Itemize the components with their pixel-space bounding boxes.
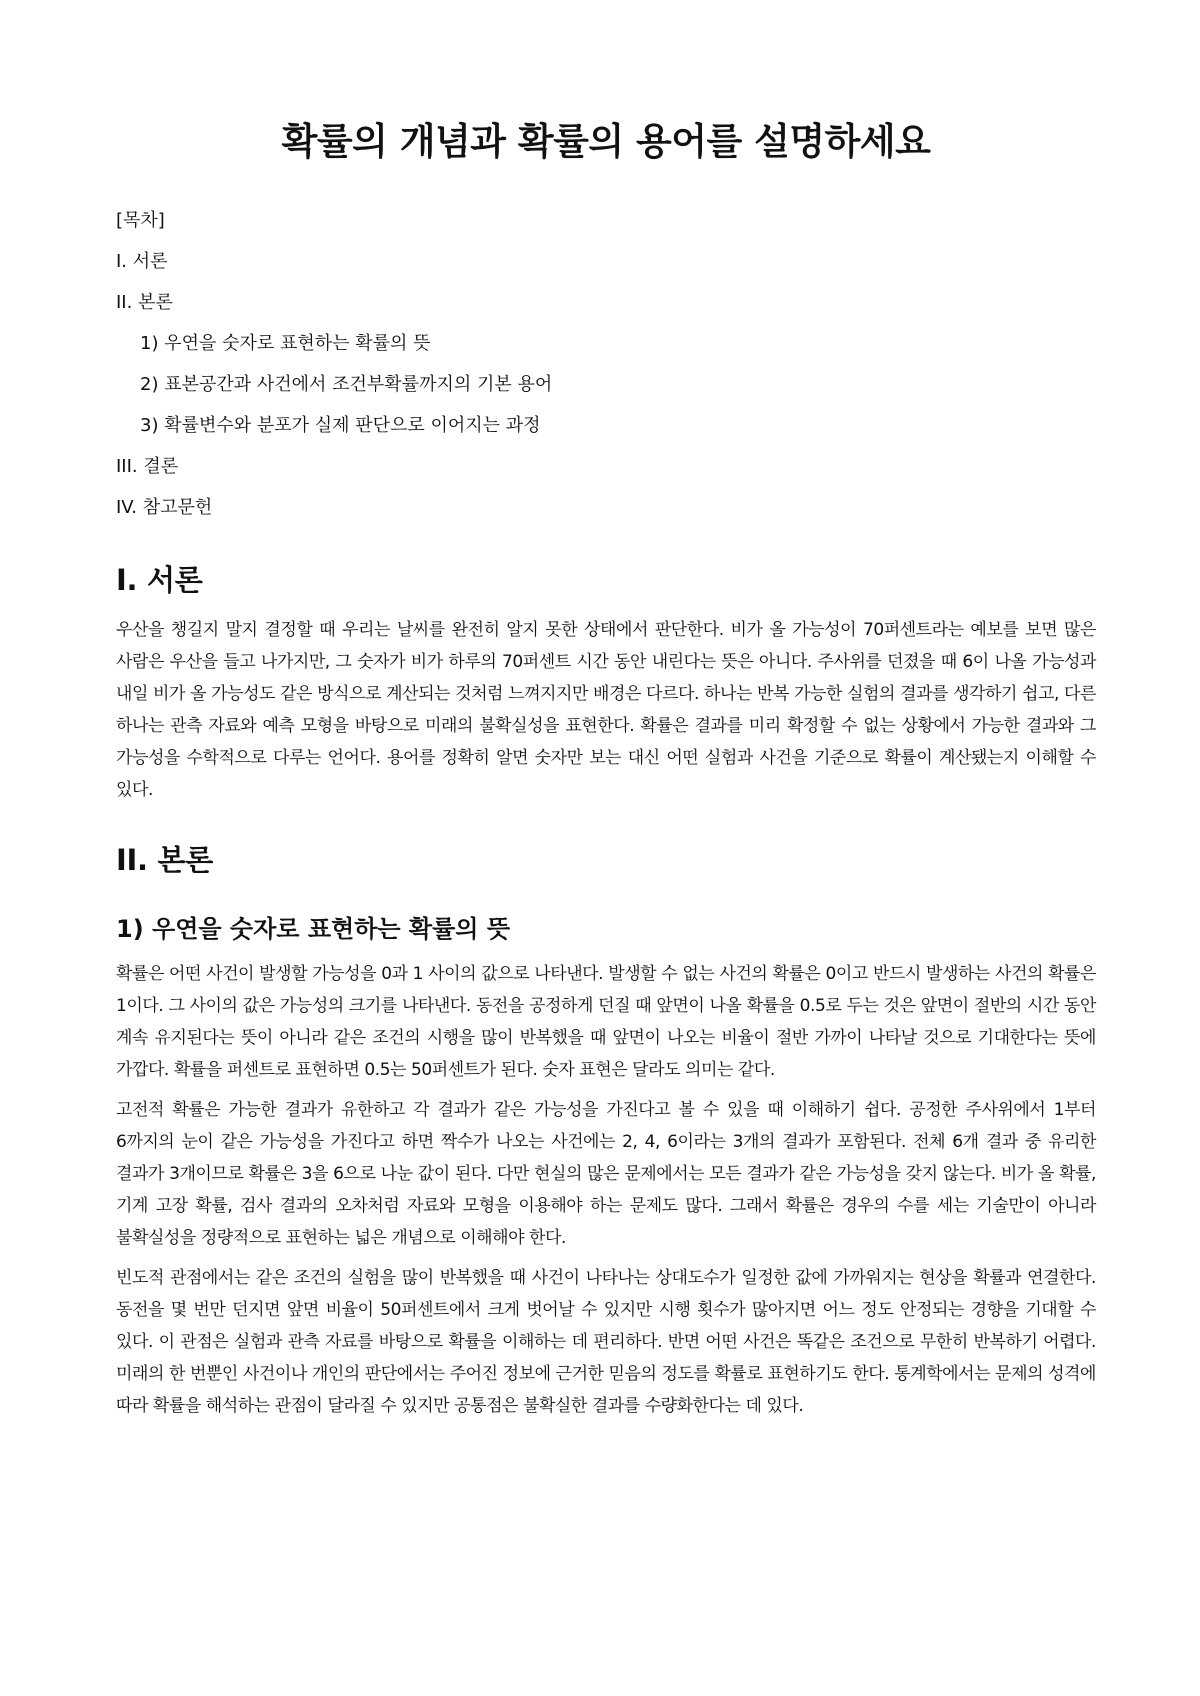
body-subsection-1 — [116, 912, 1096, 1422]
subsection-1-paragraph-3: 빈도적 관점에서는 같은 조건의 실험을 많이 반복했을 때 사건이 나타나는 상대도수가 일정한 값에 가까워지는 현상을 확률과 연결한다. 동전을 몇 번만 던지면 앞면 비율이 50퍼센트에서 크게 벗어날 수 있지만 시행 횟수가 많아지면 어느 정도 안정되는 경향을 기대할 수 있다. 이 관점은 실험과 관측 자료를 바탕으로 확률을 이해하는 데 편리하다. 반면 어떤 사건은 똑같은 조건으로 무한히 반복하기 어렵다. 미래의 한 번뿐인 사건이나 개인의 판단에서는 주어진 정보에 근거한 믿음의 정도를 확률로 표현하기도 한다. 통계학에서는 문제의 성격에 따라 확률을 해석하는 관점이 달라질 수 있지만 공통점은 불확실한 결과를 수량화한다는 데 있다. — [116, 1268, 1096, 1416]
toc-item-body-sub-1: 1) 우연을 숫자로 표현하는 확률의 뜻 — [140, 333, 431, 354]
subsection-1-paragraph-1: 확률은 어떤 사건이 발생할 가능성을 0과 1 사이의 값으로 나타낸다. 발생할 수 없는 사건의 확률은 0이고 반드시 발생하는 사건의 확률은 1이다. 그 사이의 값은 가능성의 크기를 나타낸다. 동전을 공정하게 던질 때 앞면이 나올 확률을 0.5로 두는 것은 앞면이 절반의 시간 동안 계속 유지된다는 뜻이 아니라 같은 조건의 시행을 많이 반복했을 때 앞면이 나오는 비율이 절반 가까이 나타날 것으로 기대한다는 뜻에 가깝다. 확률을 퍼센트로 표현하면 0.5는 50퍼센트가 된다. 숫자 표현은 달라도 의미는 같다. — [116, 964, 1096, 1080]
table-of-contents — [116, 200, 1096, 528]
toc-item-body-sub-2: 2) 표본공간과 사건에서 조건부확률까지의 기본 용어 — [140, 374, 553, 395]
toc-item-conclusion: III. 결론 — [116, 456, 179, 477]
subsection-1-heading: 1) 우연을 숫자로 표현하는 확률의 뜻 — [116, 915, 511, 943]
body-section — [116, 840, 1096, 880]
introduction-section — [116, 560, 1096, 806]
toc-item-body-sub-3: 3) 확률변수와 분포가 실제 판단으로 이어지는 과정 — [140, 415, 541, 436]
subsection-1-paragraph-2: 고전적 확률은 가능한 결과가 유한하고 각 결과가 같은 가능성을 가진다고 볼 수 있을 때 이해하기 쉽다. 공정한 주사위에서 1부터 6까지의 눈이 같은 가능성을 가진다고 하면 짝수가 나오는 사건에는 2, 4, 6이라는 3개의 결과가 포함된다. 전체 6개 결과 중 유리한 결과가 3개이므로 확률은 3을 6으로 나눈 값이 된다. 다만 현실의 많은 문제에서는 모든 결과가 같은 가능성을 갖지 않는다. 비가 올 확률, 기계 고장 확률, 검사 결과의 오차처럼 자료와 모형을 이용해야 하는 문제도 많다. 그래서 확률은 경우의 수를 세는 기술만이 아니라 불확실성을 정량적으로 표현하는 넓은 개념으로 이해해야 한다. — [116, 1100, 1096, 1248]
document-title: 확률의 개념과 확률의 용어를 설명하세요 — [281, 120, 931, 163]
toc-item-introduction: I. 서론 — [116, 251, 168, 272]
toc-item-body: II. 본론 — [116, 292, 173, 313]
toc-item-references: IV. 참고문헌 — [116, 497, 213, 518]
toc-heading: [목차] — [116, 210, 165, 231]
introduction-heading: I. 서론 — [116, 563, 203, 597]
body-heading: II. 본론 — [116, 843, 213, 877]
introduction-paragraph: 우산을 챙길지 말지 결정할 때 우리는 날씨를 완전히 알지 못한 상태에서 판단한다. 비가 올 가능성이 70퍼센트라는 예보를 보면 많은 사람은 우산을 들고 나가지만, 그 숫자가 비가 하루의 70퍼센트 시간 동안 내린다는 뜻은 아니다. 주사위를 던졌을 때 6이 나올 가능성과 내일 비가 올 가능성도 같은 방식으로 계산되는 것처럼 느껴지지만 배경은 다르다. 하나는 반복 가능한 실험의 결과를 생각하기 쉽고, 다른 하나는 관측 자료와 예측 모형을 바탕으로 미래의 불확실성을 표현한다. 확률은 결과를 미리 확정할 수 없는 상황에서 가능한 결과와 그 가능성을 수학적으로 다루는 언어다. 용어를 정확히 알면 숫자만 보는 대신 어떤 실험과 사건을 기준으로 확률이 계산됐는지 이해할 수 있다. — [116, 620, 1096, 800]
